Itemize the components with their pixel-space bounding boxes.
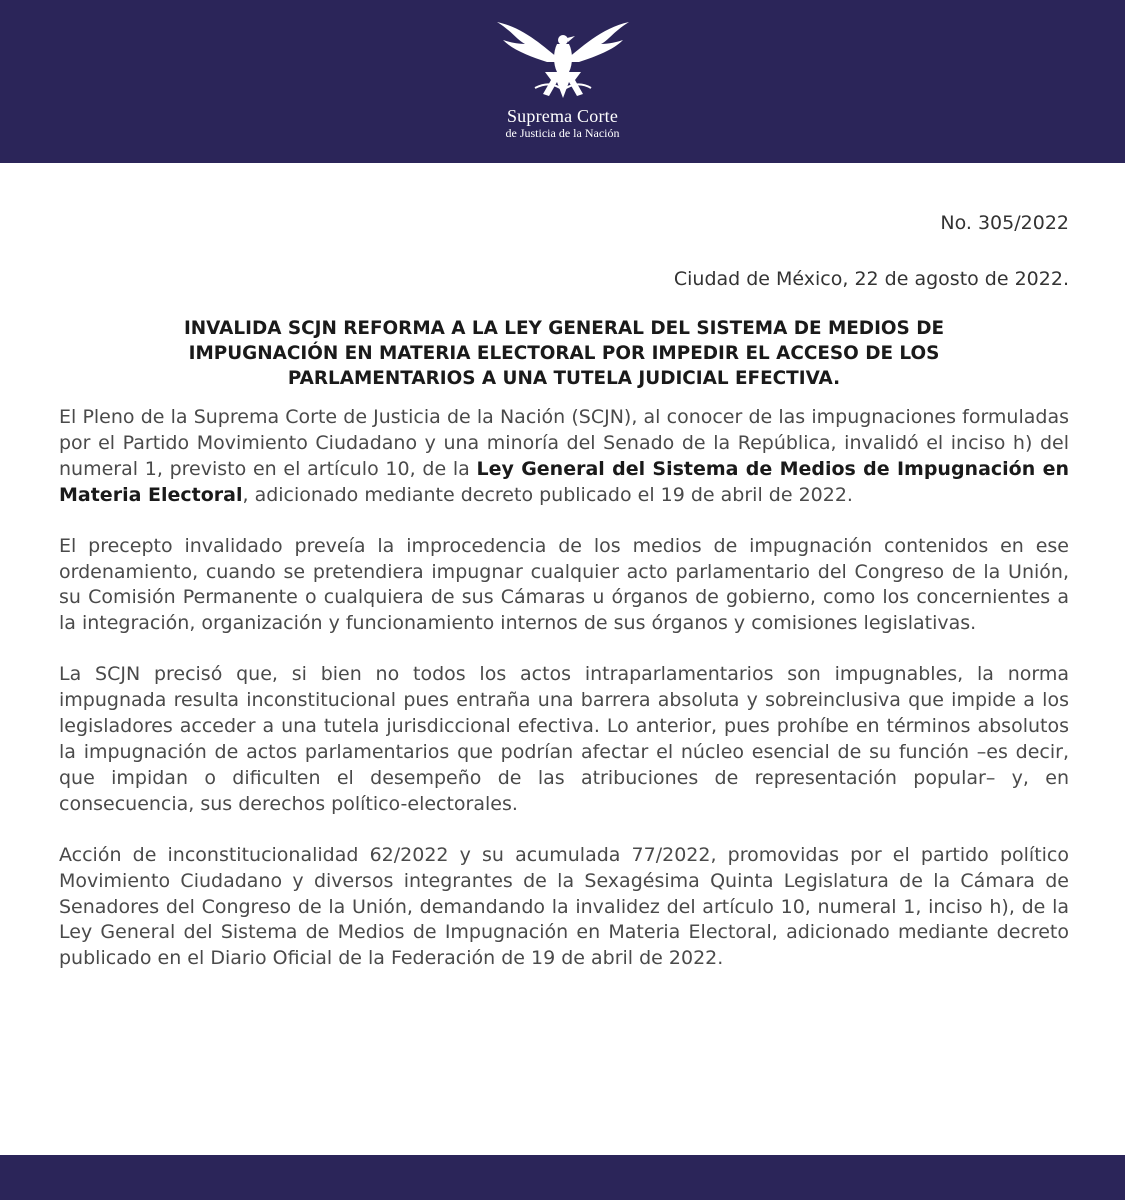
paragraph-1 [59,405,1069,509]
release-number: No. 305/2022 [940,212,1069,234]
paragraph-4: Acción de inconstitucionalidad 62/2022 y su acumulada 77/2022, promovidas por el partido político Movimiento Ciudadano y diversos integrantes de la Sexagésima Quinta Legislatura de la Cámara de Senadores del Congreso de la Unión, demandando la invalidez del artículo 10, numeral 1, inciso h), de la Ley General del Sistema de Medios de Impugnación en Materia Electoral, adicionado mediante decreto publicado en el Diario Oficial de la Federación de 19 de abril de 2022. [59,843,1069,970]
header-banner [0,0,1125,163]
paragraph-2: El precepto invalidado preveía la improcedencia de los medios de impugnación contenidos en ese ordenamiento, cuando se pretendiera impugnar cualquier acto parlamentario del Congreso de la Unión, su Comisión Permanente o cualquiera de sus Cámaras u órganos de gobierno, como los concernientes a la integración, organización y funcionamiento internos de sus órganos y comisiones legislativas. [59,534,1069,635]
law-name-bold: Ley General del Sistema de Medios de Impugnación en Materia Electoral [59,457,1069,506]
eagle-emblem-icon [495,18,631,102]
paragraph-3: La SCJN precisó que, si bien no todos los actos intraparlamentarios son impugnables, la norma impugnada resulta inconstitucional pues entraña una barrera absoluta y sobreinclusiva que impide a los legisladores acceder a una tutela jurisdiccional efectiva. Lo anterior, pues prohíbe en términos absolutos la impugnación de actos parlamentarios que podrían afectar el núcleo esencial de su función –es decir, que impidan o dificulten el desempeño de las atribuciones de representación popular– y, en consecuencia, sus derechos político-electorales. [59,663,1069,815]
logo-title: Suprema Corte [506,106,619,126]
headline-line: PARLAMENTARIOS A UNA TUTELA JUDICIAL EFECTIVA. [287,368,841,389]
paragraph-1-text: El Pleno de la Suprema Corte de Justicia de la Nación (SCJN), al conocer de las impugnaciones formuladas por el Partido Movimiento Ciudadano y una minoría del Senado de la República, invalidó el inciso h) del numeral 1, previsto en el artículo 10, de la [59,406,1069,480]
headline-line: INVALIDA SCJN REFORMA A LA LEY GENERAL DEL SISTEMA DE MEDIOS DE [183,318,945,339]
paragraph-1-text-end: , adicionado mediante decreto publicado el 19 de abril de 2022. [242,483,853,506]
headline-line: IMPUGNACIÓN EN MATERIA ELECTORAL POR IMPEDIR EL ACCESO DE LOS [188,343,940,364]
place-date: Ciudad de México, 22 de agosto de 2022. [673,268,1069,290]
footer-band [0,1155,1125,1200]
logo-subtitle: de Justicia de la Nación [505,126,620,140]
press-release-body [59,210,1069,972]
headline [59,316,1069,391]
